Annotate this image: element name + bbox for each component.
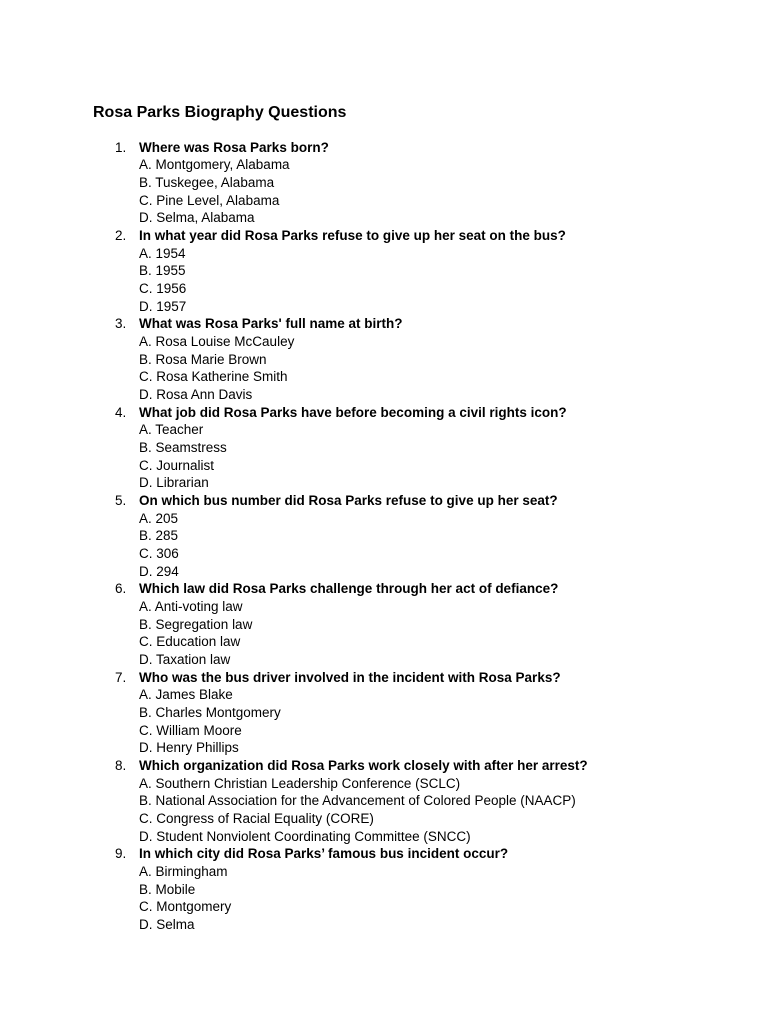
question-number: 5. [115,492,127,508]
question-number: 3. [115,316,127,332]
answer-choice: C. Pine Level, Alabama [139,192,280,208]
answer-choice: A. Anti-voting law [139,598,243,614]
answer-choice: C. Rosa Katherine Smith [139,369,288,385]
answer-choice: D. Student Nonviolent Coordinating Committee (SNCC) [139,828,471,844]
answer-choice: A. Teacher [139,422,204,438]
answer-choice: A. Birmingham [139,864,228,880]
answer-choices [0,156,768,227]
question-item [0,492,768,580]
question-number: 1. [115,139,127,155]
question-item [0,315,768,403]
question-text: Where was Rosa Parks born? [139,139,329,155]
answer-choice: D. Selma, Alabama [139,210,255,226]
question-text: Who was the bus driver involved in the incident with Rosa Parks? [139,669,561,685]
answer-choice: B. Segregation law [139,616,253,632]
answer-choice: B. 285 [139,528,179,544]
answer-choice: D. Rosa Ann Davis [139,386,253,402]
answer-choice: D. Henry Phillips [139,740,239,756]
answer-choice: D. 1957 [139,298,187,314]
question-item [0,139,768,227]
answer-choice: C. 306 [139,545,179,561]
answer-choices [0,245,768,316]
question-item [0,757,768,845]
answer-choice: A. James Blake [139,687,233,703]
answer-choice: B. Charles Montgomery [139,705,281,720]
question-item [0,404,768,492]
answer-choices [0,421,768,492]
answer-choices [0,775,768,846]
question-text: In what year did Rosa Parks refuse to give up her seat on the bus? [139,227,566,243]
question-list [0,139,768,934]
answer-choice: A. 1954 [139,245,186,261]
page-title: Rosa Parks Biography Questions [93,104,347,121]
answer-choice: C. 1956 [139,280,187,296]
question-text: What was Rosa Parks' full name at birth? [139,316,403,332]
question-number: 9. [115,846,127,862]
answer-choice: B. Seamstress [139,439,227,455]
question-item [0,227,768,315]
answer-choice: D. 294 [139,563,179,579]
answer-choice: B. 1955 [139,263,186,279]
answer-choices [0,598,768,669]
answer-choice: B. Mobile [139,881,196,897]
answer-choice: A. Montgomery, Alabama [139,157,290,173]
answer-choice: C. Journalist [139,457,215,473]
answer-choice: D. Selma [139,917,195,933]
question-text: On which bus number did Rosa Parks refuse to give up her seat? [139,492,558,508]
answer-choice: B. Tuskegee, Alabama [139,174,275,190]
answer-choice: C. William Moore [139,722,242,738]
answer-choice: C. Congress of Racial Equality (CORE) [139,811,374,827]
answer-choice: B. National Association for the Advancement of Colored People (NAACP) [139,793,576,809]
answer-choice: D. Librarian [139,475,209,491]
answer-choice: A. Southern Christian Leadership Conference (SCLC) [139,775,461,791]
question-number: 8. [115,758,127,774]
question-number: 4. [115,404,127,420]
question-text: Which organization did Rosa Parks work closely with after her arrest? [139,758,588,774]
answer-choice: A. Rosa Louise McCauley [139,333,295,349]
question-number: 7. [115,669,127,685]
answer-choice: D. Taxation law [139,651,231,667]
answer-choices [0,686,768,757]
question-number: 2. [115,227,127,243]
answer-choice: A. 205 [139,510,179,526]
question-item [0,845,768,933]
answer-choice: C. Education law [139,634,241,650]
question-number: 6. [115,581,127,597]
question-item [0,669,768,757]
answer-choice: B. Rosa Marie Brown [139,351,267,367]
question-item [0,580,768,668]
question-text: Which law did Rosa Parks challenge through her act of defiance? [139,581,559,597]
question-text: What job did Rosa Parks have before becoming a civil rights icon? [139,404,567,420]
answer-choices [0,333,768,404]
answer-choices [0,863,768,934]
answer-choices [0,510,768,581]
question-text: In which city did Rosa Parks’ famous bus incident occur? [139,846,509,862]
answer-choice: C. Montgomery [139,899,232,915]
